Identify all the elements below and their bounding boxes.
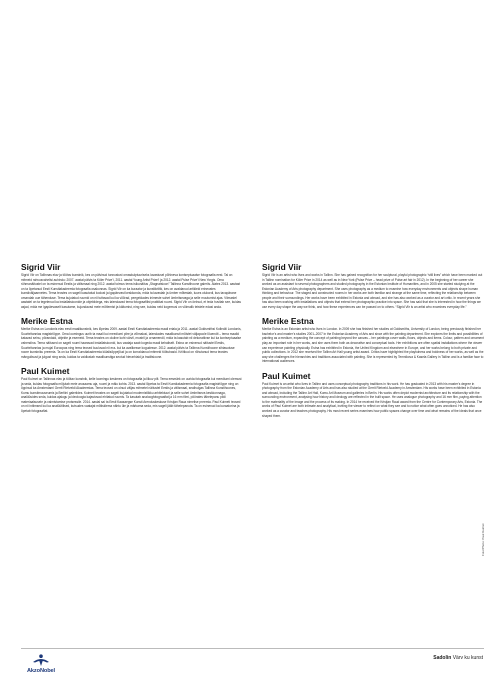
footer-brand: Sadolin — [433, 655, 452, 661]
section-title: Sigrid Viir — [21, 262, 61, 272]
akzonobel-logo — [19, 654, 63, 680]
bio-merike-estna-et — [21, 316, 243, 359]
bio-sigrid-viir-en — [262, 262, 484, 309]
section-body: Merike Estna on Londonis elav eesti maalikunstnik, kes lõpetas 2009. aastal Eesti Kunstiakadeemia maali eriala ja 2011. aastal Goldsmithsi Kolledži Londonis, Suurbritannias magistriõppe. Oma loomingus uurib ta maali kui meediumi piire ja võimalusi, laiendades maalikunsti mõistet väljapoole lõuendit – tema maalid katavad seinu, põrandaid, objekte ja esemeid. Tema teostes on oluline koht värvil, mustril ja ornamendil, mida ta kasutab nii dekoratiivse kui ka kontseptuaalse vahendina. Tema näitused on sageli ruumi haaravad installatsioonid, kus vaataja saab kogeda maali kehaliselt. Estna on esinenud näitustel Eestis, Suurbritannias ja mujal Euroopas ning tema teosed kuuluvad nii era- kui ka avalikesse kogudesse. 2012. aastal pälvis ta Tallinna Kunstihoone sihtasutuse noore kunstniku preemia. Ta on ka Eesti Kunstiakadeemia külalisõppejõud ja on korraldanud mitmeid töötubasid. Kriitikud on rõhutanud tema teostes mängulisust ja julgust ning seda, kuidas ta vaidlustab maalikunstiga seotud hierarhiaid ja traditsioone. — [21, 327, 242, 359]
akzonobel-figure-icon — [31, 654, 51, 667]
section-body: Paul Kuimet on Tallinnas elav ja töötav kunstnik, kelle loomingu keskmes on fotograafia ja liikuv pilt. Tema eesmärk on uurida fotograafia kui meediumi olemust ja seda, kuidas fotograafia mõjutab meie arusaamu aja, ruumi ja mälu kohta. 2013. aastal lõpetas ta Eesti Kunstiakadeemia fotograafia magistriõppe ning on õppinud ka Amsterdami Gerrit Rietveldi Akadeemias. Tema teosed on olnud väljas mitmetel näitustel Eestis ja välismaal, sealhulgas Tallinna Kunstihoones, Kumu kunstimuuseumis ja Berliini galeriides. Kuimeti teostes on sageli kujutatud modernistlikku arhitektuuri ja selle suhet ümbritseva keskkonnaga, analüüsides seda, kuidas ajalugu ja ideoloogia kajastuvad ehitatud ruumis. Ta kasutab analoogfotograafiat ja 16 mm filmi, pöörates tähelepanu pildi materiaalsusele ja valmistamise protsessile. 2014. aastal sai ta Eesti Kaasaegse Kunsti Arenduskeskuse Kristjan Raua nimelise preemia. Paul Kuimeti teosed on nii intiimsed kui ka analüütilised, kutsudes vaatajat mõtisklema nähtu üle ja märkama seda, mis sageli jääb tähelepanuta. Ta on esinenud ka kuraatorina ja õpetab fotograafiat. — [21, 377, 242, 414]
section-body: Merike Estna is an Estonian artist who lives in London. In 2009 she has finished her studies at Goldsmiths, University of London, being previously finished her bachelor’s and master’s studies 2001–2007 in the Estonian Academy of Arts and since with the painting department. She explores the limits and possibilities of painting as a medium, expanding the concept of painting beyond the canvas – her paintings cover walls, floors, objects and items. Colour, pattern and ornament play an important role in her works, and she uses them both as decorative and conceptual tools. Her exhibitions are often spatial installations where the viewer can experience painting physically. Estna has exhibited in Estonia, the United Kingdom and elsewhere in Europe, and her works belong to both private and public collections. In 2012 she received the Tallinn Art Hall young artist award. Critics have highlighted the playfulness and boldness of her works, as well as the way she challenges the hierarchies and traditions associated with painting. She is represented by Temnikova & Kasela Gallery in Tallinn and is a familiar face to international audiences. — [262, 327, 484, 364]
section-title: Paul Kuimet — [262, 370, 311, 381]
photo-credit: Foto/Photo: Paul Kuimet — [481, 523, 485, 556]
bio-sigrid-viir-et — [21, 262, 243, 309]
bio-paul-kuimet-en — [262, 371, 484, 418]
section-body: Sigrid Viir is an artist who lives and works in Tallinn. She has gained recognition for her sculptural, playful photographic “still lives” which have been marked out in Tallinn nomination for Köler Prize in 2014 as well as in New York (Pulse Prize – head prize of Pulse art fair in 2012). In the beginning of her career she worked as an assistant to several photographers and studied photography in the Estonian Institute of Humanities, and in 2005 she started studying at the Estonian Academy of Arts photography department. She uses photography as a medium to examine how everyday environments and objects shape human thinking and behaviour. The staged and constructed rooms in her works are both familiar and strange at the same time, reflecting the relationship between people and their surroundings. Her works have been exhibited in Estonia and abroad, and she has also worked as a curator and art critic. In recent years she has also been working with installations and objects that extend her photographic practice into space. She has said that she is interested in how the things we use every day shape the way we think, and how these experiences can be passed on to others. “Sigrid Viir is an artist who examines everyday life.” — [262, 273, 483, 309]
footer-tagline — [433, 655, 483, 661]
section-title: Paul Kuimet — [21, 366, 70, 377]
estonian-column — [21, 262, 243, 421]
bio-paul-kuimet-et — [21, 366, 243, 413]
section-body: Paul Kuimet is an artist who lives in Tallinn and uses conceptual photography traditions in his work. He has graduated in 2013 with his master’s degree in photography from the Estonian Academy of Arts and has also studied at the Gerrit Rietveld Academy in Amsterdam. His works have been exhibited in Estonia and abroad, including the Tallinn Art Hall, Kumu Art Museum and galleries in Berlin. His works often depict modernist architecture and its relationship with the surrounding environment, analysing how history and ideology are reflected in the built space. He uses analogue photography and 16 mm film, paying attention to the materiality of the image and the process of its making. In 2014 he received the Kristjan Raud award from the Centre for Contemporary Arts, Estonia. The works of Paul Kuimet are both intimate and analytical, inviting the viewer to reflect on what they see and to notice what often goes unnoticed. He has also worked as a curator and teaches photography. His most recent series examines how public spaces change over time and what remains of the ideals that once shaped them. — [262, 381, 483, 418]
english-column — [262, 262, 484, 425]
bio-merike-estna-en — [262, 316, 484, 363]
footer-divider — [21, 648, 484, 649]
section-title: Sigrid Viir — [262, 262, 302, 272]
section-title: Merike Estna — [21, 316, 73, 327]
footer-tagline-text: Värv ku kunst — [451, 655, 483, 661]
section-body: Sigrid Viir on Tallinnas elav ja töötav kunstnik, kes on pälvinud tunnustust omaskulptuuriseks lavastusel põhineva kontseptuaalse fotograafia eest. Tal on mitmeid rahvusvahelisi auhindu: 2007. aastal pälvis ta Köler Prize’i, 2011. aastal Young Artist Prize’i ja 2012. aastal Pulse Prize’i New Yorgis. Oma rühmanäitustel on ta esinenud Eestis ja välismaal ning 2012. aastal toimus tema isikunäitus „Stagnatsioon” Tallinna Kunstihoone galeriis. Alates 2013. aastast on ta õpetanud Eesti Kunstiakadeemia fotograafia osakonnas. Sigrid Viir on ka kuraator ja kunstikriitik, kes on avaldanud artikleid erinevates kunstiväljaannetes. Tema teostes on sageli kasutatud kodust ja igapäevast keskkonda, mida ta lavastab ja ümber mõtestab, luues olukordi, kus tavapärane omandab uue tähenduse. Tema kujutatud ruumid on nii tuttavad kui ka võõrad, peegeldades inimeste suhet ümbritsevaga ja selle muutumist ajas. Viimastel aastatel on ta tegelenud ka installatsioonide ja objektidega, mis laiendavad tema fotograafilist praktikat ruumi. Sigrid Viir on öelnud, et teda huvitab see, kuidas asjad, mida me igapäevaselt kasutame, kujundavad meie mõtlemist ja käitumist, ning see, kuidas neid kogemusi on võimalik teistele edasi anda. — [21, 273, 241, 309]
section-title: Merike Estna — [262, 316, 314, 327]
logo-wordmark: AkzoNobel — [26, 668, 55, 674]
